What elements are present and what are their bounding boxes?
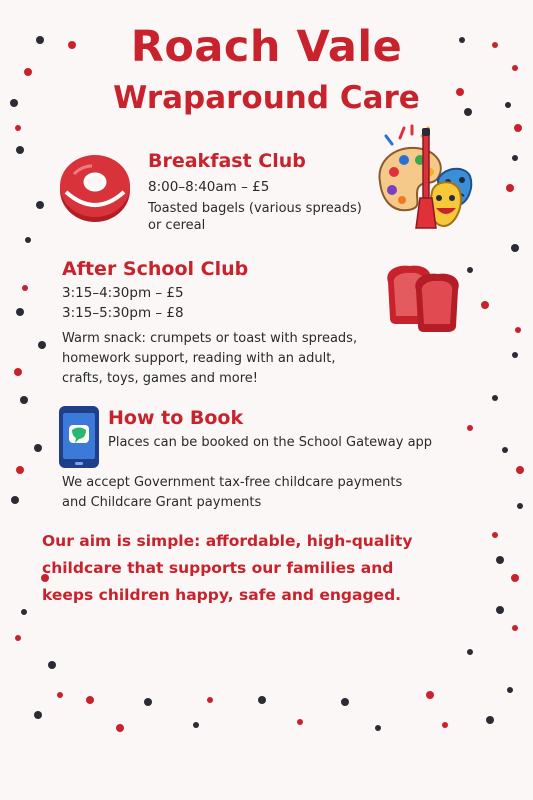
after-school-club-desc-line3: crafts, toys, games and more! xyxy=(62,371,258,386)
after-school-club-time-short: 3:15–4:30pm – £5 xyxy=(62,285,184,301)
aim-line2: childcare that supports our families and xyxy=(42,559,394,577)
breakfast-club-menu-line2: or cereal xyxy=(148,218,206,233)
after-school-club-time-long: 3:15–5:30pm – £8 xyxy=(62,305,184,321)
booking-instructions: Places can be booked on the School Gateway app xyxy=(108,435,433,450)
how-to-book-heading: How to Book xyxy=(108,407,244,429)
payments-line2: and Childcare Grant payments xyxy=(62,495,262,510)
breakfast-club-time: 8:00–8:40am – £5 xyxy=(148,179,270,195)
palette-theatre-masks-icon xyxy=(372,124,476,236)
after-school-club-desc-line1: Warm snack: crumpets or toast with spreads, xyxy=(62,331,358,346)
page-subtitle: Wraparound Care xyxy=(113,80,420,116)
aim-statement xyxy=(42,528,502,609)
after-school-club-heading: After School Club xyxy=(62,258,249,280)
aim-line1: Our aim is simple: affordable, high-quality xyxy=(42,532,413,550)
aim-line3: keeps children happy, safe and engaged. xyxy=(42,586,402,604)
payments-line1: We accept Government tax-free childcare payments xyxy=(62,475,403,490)
breakfast-club-heading: Breakfast Club xyxy=(148,150,306,172)
toast-icon xyxy=(382,262,472,336)
after-school-club-desc-line2: homework support, reading with an adult, xyxy=(62,351,336,366)
phone-app-icon xyxy=(58,405,100,469)
breakfast-club-menu-line1: Toasted bagels (various spreads) xyxy=(148,201,362,216)
page-title: Roach Vale xyxy=(130,22,403,72)
bagel-icon xyxy=(58,152,132,224)
